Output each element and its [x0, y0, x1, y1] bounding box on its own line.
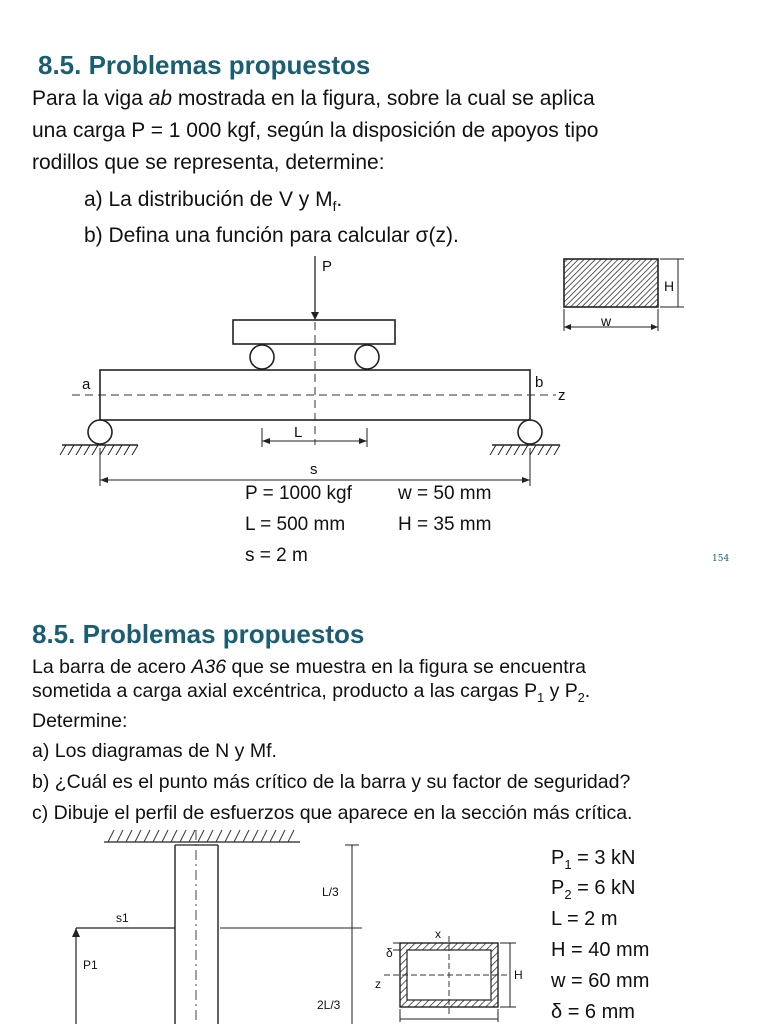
slide2-item-c: c) Dibuje el perfil de esfuerzos que aparece en la sección más crítica. [32, 802, 633, 824]
label-delta: δ [386, 946, 393, 960]
slide1-item-b: b) Defina una función para calcular σ(z). [84, 224, 459, 247]
param-s: s = 2 m [245, 545, 308, 566]
param-L: L = 500 mm [245, 514, 346, 535]
param-w: w = 50 mm [398, 483, 492, 504]
param-delta: δ = 6 mm [551, 1001, 635, 1023]
slide1-intro-line3: rodillos que se representa, determine: [32, 151, 385, 174]
slide2-intro-line3: Determine: [32, 709, 128, 732]
ceiling-hatch [108, 830, 294, 842]
label-b: b [535, 374, 544, 391]
slide2-title: 8.5. Problemas propuestos [32, 619, 365, 649]
slide1-title: 8.5. Problemas propuestos [38, 50, 371, 80]
label-L: L [294, 424, 303, 441]
slide2-intro-line1: La barra de acero A36 que se muestra en la figura se encuentra [32, 656, 586, 678]
slide2-intro-line2: sometida a carga axial excéntrica, producto a las cargas $P_1$ y $P_2$. [32, 679, 591, 705]
slide2-item-b: b) ¿Cuál es el punto más crítico de la barra y su factor de seguridad? [32, 771, 631, 793]
P1-arrow-head [72, 928, 80, 937]
slide1-intro-line1: Para la viga ab mostrada en la figura, sobre la cual se aplica [32, 87, 595, 110]
label-z2: z [375, 977, 381, 991]
label-z: z [558, 387, 566, 404]
label-a: a [82, 376, 91, 393]
label-H: H [664, 278, 675, 294]
page-number: 154 [712, 554, 730, 564]
param-H: H = 35 mm [398, 514, 492, 535]
param-P2: $P_2 = 6$ kN [551, 877, 636, 902]
slide1-item-a: a) La distribución de V y $M_f$. [84, 188, 343, 215]
param-L2: L = 2 m [551, 908, 618, 930]
label-P: P [322, 258, 333, 275]
param-P1: $P_1 = 3$ kN [551, 847, 636, 872]
param-w2: w = 60 mm [551, 970, 650, 992]
label-H2: H [514, 968, 523, 982]
param-P: P = 1000 kgf [245, 483, 352, 504]
param-H2: H = 40 mm [551, 939, 650, 961]
label-x: x [435, 927, 441, 941]
label-P1: P1 [83, 958, 98, 972]
slide2-item-a: a) Los diagramas de N y Mf. [32, 740, 277, 762]
label-s1: s1 [116, 911, 129, 925]
slide1-intro-line2: una carga P = 1 000 kgf, según la disposición de apoyos tipo [32, 119, 599, 142]
label-s: s [310, 461, 318, 478]
label-w: w [601, 313, 612, 329]
label-2L3: 2L/3 [317, 998, 341, 1012]
label-L3: L/3 [322, 885, 339, 899]
